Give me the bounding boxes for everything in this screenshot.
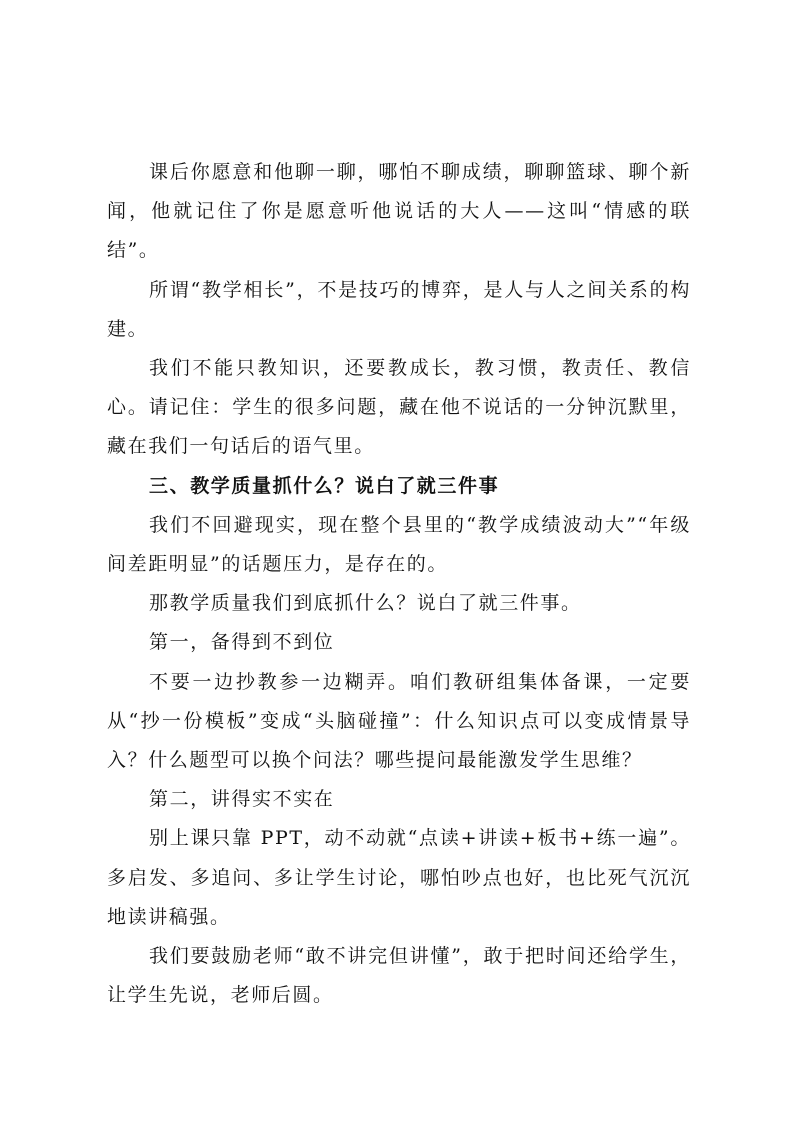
paragraph: 课后你愿意和他聊一聊，哪怕不聊成绩，聊聊篮球、聊个新闻，他就记住了你是愿意听他说话的大人——这叫“情感的联结”。 — [107, 161, 691, 262]
subheading: 第二，讲得实不实在 — [149, 788, 335, 811]
section-heading: 三、教学质量抓什么？说白了就三件事 — [149, 474, 500, 497]
subheading: 第一，备得到不到位 — [149, 631, 335, 654]
paragraph: 那教学质量我们到底抓什么？说白了就三件事。 — [149, 592, 582, 615]
paragraph: 我们不回避现实，现在整个县里的“教学成绩波动大”“年级间差距明显”的话题压力，是存在的。 — [107, 513, 691, 576]
paragraph: 所谓“教学相长”，不是技巧的博弈，是人与人之间关系的构建。 — [107, 278, 691, 340]
paragraph: 我们要鼓励老师“敢不讲完但讲懂”，敢于把时间还给学生，让学生先说，老师后圆。 — [107, 945, 691, 1007]
paragraph: 不要一边抄教参一边糊弄。咱们教研组集体备课，一定要从“抄一份模板”变成“头脑碰撞”：什么知识点可以变成情景导入？什么题型可以换个问法？哪些提问最能激发学生思维？ — [107, 670, 691, 772]
document-body — [107, 153, 691, 1015]
paragraph: 我们不能只教知识，还要教成长，教习惯，教责任、教信心。请记住：学生的很多问题，藏在他不说话的一分钟沉默里，藏在我们一句话后的语气里。 — [107, 357, 691, 458]
paragraph: 别上课只靠 PPT，动不动就“点读+讲读+板书+练一遍”。多启发、多追问、多让学生讨论，哪怕吵点也好，也比死气沉沉地读讲稿强。 — [107, 827, 691, 928]
